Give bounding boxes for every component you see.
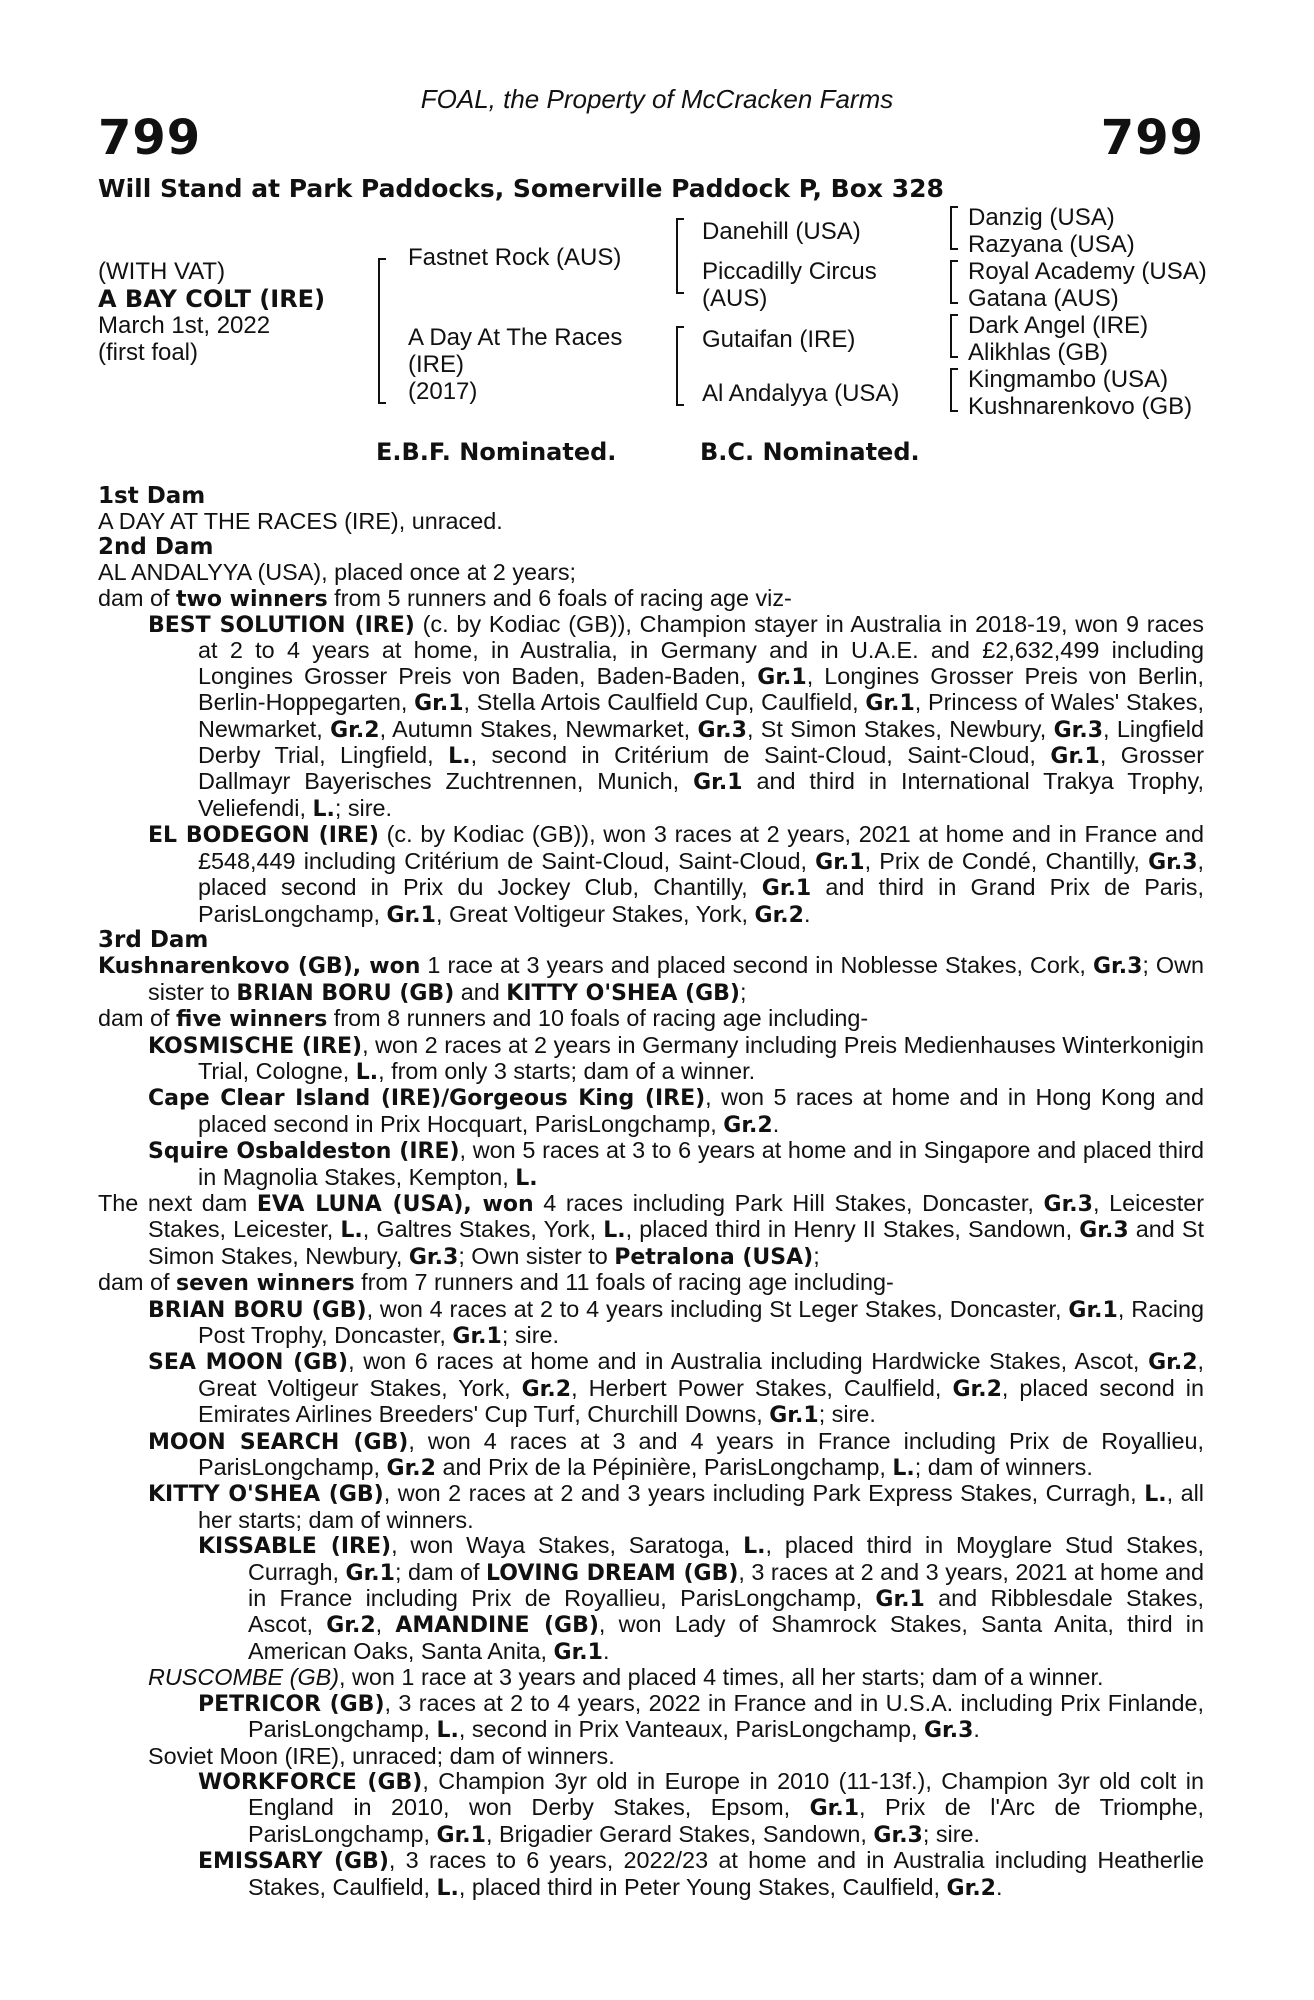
- produce-ruscombe: RUSCOMBE (GB), won 1 race at 3 years and placed 4 times, all her starts; dam of a winner.: [148, 1664, 1104, 1691]
- third-dam-heading: 3rd Dam: [98, 926, 209, 953]
- sire-brace: [676, 218, 686, 294]
- produce-squire-osbaldeston: Squire Osbaldeston (IRE), won 5 races at 3 to 6 years at home and in Singapore and placed third in Magnolia Stakes, Kempton, L.: [148, 1137, 1204, 1191]
- subject-note: (first foal): [98, 339, 199, 366]
- produce-brian-boru: BRIAN BORU (GB), won 4 races at 2 to 4 years including St Leger Stakes, Doncaster, Gr.1, Racing Post Trophy, Doncaster, Gr.1; sire.: [148, 1295, 1205, 1349]
- produce-kosmische: KOSMISCHE (IRE), won 2 races at 2 years in Germany including Preis Medienhauses Winterkonigin Trial, Cologne, L., from only 3 starts; dam of a winner.: [148, 1031, 1204, 1085]
- produce-soviet-moon: Soviet Moon (IRE), unraced; dam of winners.: [148, 1742, 615, 1769]
- second-dam-line-2: dam of two winners from 5 runners and 6 foals of racing age viz-: [98, 584, 792, 612]
- dam-sire: Gutaifan (IRE): [702, 326, 856, 353]
- gg-5: Dark Angel (IRE): [968, 312, 1149, 339]
- sire-sire: Danehill (USA): [702, 218, 861, 245]
- gg-7: Kingmambo (USA): [968, 366, 1169, 393]
- second-dam-line-1: AL ANDALYYA (USA), placed once at 2 years;: [98, 559, 577, 586]
- sire-dam-1: Piccadilly Circus: [702, 258, 877, 285]
- third-dam-produce-summary: dam of five winners from 8 runners and 10 foals of racing age including-: [98, 1005, 869, 1033]
- gg-2: Razyana (USA): [968, 231, 1135, 258]
- sire: Fastnet Rock (AUS): [408, 244, 622, 271]
- pedigree-brace: [378, 258, 388, 404]
- owner-line: FOAL, the Property of McCracken Farms: [420, 84, 894, 114]
- dam-brace: [676, 326, 686, 406]
- gg-brace-3: [950, 314, 960, 358]
- dam-line-2: (IRE): [408, 351, 464, 378]
- dam-line-3: (2017): [408, 378, 478, 405]
- produce-emissary: EMISSARY (GB), 3 races to 6 years, 2022/23 at home and in Australia including Heatherlie Stakes, Caulfield, L., placed third in Peter Young Stakes, Caulfield, Gr.2.: [198, 1847, 1204, 1901]
- produce-kissable: KISSABLE (IRE), won Waya Stakes, Saratoga, L., placed third in Moyglare Stud Stakes, Curragh, Gr.1; dam of LOVING DREAM (GB), 3 races at 2 and 3 years, 2021 at home and in France including Prix de Royallieu, ParisLongchamp, Gr.1 and Ribblesdale Stakes, Ascot, Gr.2, AMANDINE (GB), won Lady of Shamrock Stakes, Santa Anita, third in American Oaks, Santa Anita, Gr.1.: [198, 1532, 1205, 1665]
- lot-number-right: 799: [1100, 110, 1204, 166]
- gg-3: Royal Academy (USA): [968, 258, 1207, 285]
- produce-sea-moon: SEA MOON (GB), won 6 races at home and in Australia including Hardwicke Stakes, Ascot, Gr.2, Great Voltigeur Stakes, York, Gr.2, Herbert Power Stakes, Caulfield, Gr.2, placed second in Emirates Airlines Breeders' Cup Turf, Churchill Downs, Gr.1; sire.: [148, 1348, 1204, 1429]
- gg-1: Danzig (USA): [968, 204, 1115, 231]
- subject-dob: March 1st, 2022: [98, 312, 271, 339]
- second-dam-heading: 2nd Dam: [98, 533, 214, 560]
- sire-dam-2: (AUS): [702, 285, 768, 312]
- dam-line-1: A Day At The Races: [408, 324, 623, 351]
- ebf-nominated: E.B.F. Nominated.: [376, 438, 617, 466]
- next-dam-line: The next dam EVA LUNA (USA), won 4 races including Park Hill Stakes, Doncaster, Gr.3, Leicester Stakes, Leicester, L., Galtres Stakes, York, L., placed third in Henry II Stakes, Sandown, Gr.3 and St Simon Stakes, Newbury, Gr.3; Own sister to Petralona (USA);: [98, 1189, 1205, 1270]
- subject-name: A BAY COLT (IRE): [98, 285, 326, 313]
- produce-best-solution: BEST SOLUTION (IRE) (c. by Kodiac (GB)), Champion stayer in Australia in 2018-19, won 9 races at 2 to 4 years at home, in Australia, in Germany and in U.A.E. and £2,632,499 including Longines Grosser Preis von Baden, Baden-Baden, Gr.1, Longines Grosser Preis von Berlin, Berlin-Hoppegarten, Gr.1, Stella Artois Caulfield Cup, Caulfield, Gr.1, Princess of Wales' Stakes, Newmarket, Gr.2, Autumn Stakes, Newmarket, Gr.3, St Simon Stakes, Newbury, Gr.3, Lingfield Derby Trial, Lingfield, L., second in Critérium de Saint-Cloud, Saint-Cloud, Gr.1, Grosser Dallmayr Bayerisches Zuchtrennen, Munich, Gr.1 and third in International Trakya Trophy, Veliefendi, L.; sire.: [148, 611, 1204, 822]
- first-dam-text: A DAY AT THE RACES (IRE), unraced.: [98, 508, 503, 535]
- catalogue-text: [98, 484, 1204, 1901]
- bc-nominated: B.C. Nominated.: [700, 438, 920, 466]
- gg-brace-4: [950, 368, 960, 412]
- lot-number-left: 799: [98, 110, 202, 166]
- first-dam-heading: 1st Dam: [98, 483, 206, 509]
- gg-brace-1: [950, 206, 960, 250]
- third-dam-line: Kushnarenkovo (GB), won 1 race at 3 years and placed second in Noblesse Stakes, Cork, Gr.3; Own sister to BRIAN BORU (GB) and KITTY O'SHEA (GB);: [98, 952, 1205, 1006]
- produce-cape-clear-island: Cape Clear Island (IRE)/Gorgeous King (IRE), won 5 races at home and in Hong Kong and placed second in Prix Hocquart, ParisLongchamp, Gr.2.: [148, 1084, 1204, 1138]
- produce-kitty-oshea: KITTY O'SHEA (GB), won 2 races at 2 and 3 years including Park Express Stakes, Curragh, L., all her starts; dam of winners.: [148, 1480, 1204, 1533]
- produce-workforce: WORKFORCE (GB), Champion 3yr old in Europe in 2010 (11-13f.), Champion 3yr old colt in England in 2010, won Derby Stakes, Epsom, Gr.1, Prix de l'Arc de Triomphe, ParisLongchamp, Gr.1, Brigadier Gerard Stakes, Sandown, Gr.3; sire.: [198, 1767, 1204, 1848]
- gg-brace-2: [950, 260, 960, 304]
- produce-el-bodegon: EL BODEGON (IRE) (c. by Kodiac (GB)), won 3 races at 2 years, 2021 at home and in France and £548,449 including Critérium de Saint-Cloud, Saint-Cloud, Gr.1, Prix de Condé, Chantilly, Gr.3, placed second in Prix du Jockey Club, Chantilly, Gr.1 and third in Grand Prix de Paris, ParisLongchamp, Gr.1, Great Voltigeur Stakes, York, Gr.2.: [148, 821, 1205, 928]
- vat-note: (WITH VAT): [98, 258, 226, 285]
- standing-location: Will Stand at Park Paddocks, Somerville Paddock P, Box 328: [98, 174, 944, 203]
- gg-6: Alikhlas (GB): [968, 339, 1109, 366]
- gg-4: Gatana (AUS): [968, 285, 1119, 312]
- gg-8: Kushnarenkovo (GB): [968, 393, 1193, 420]
- dam-dam: Al Andalyya (USA): [702, 380, 900, 407]
- produce-petricor: PETRICOR (GB), 3 races at 2 to 4 years, 2022 in France and in U.S.A. including Prix Finlande, ParisLongchamp, L., second in Prix Vanteaux, ParisLongchamp, Gr.3.: [198, 1689, 1205, 1744]
- produce-moon-search: MOON SEARCH (GB), won 4 races at 3 and 4 years in France including Prix de Royallieu, ParisLongchamp, Gr.2 and Prix de la Pépinière, ParisLongchamp, L.; dam of winners.: [148, 1427, 1204, 1482]
- next-dam-produce-summary: dam of seven winners from 7 runners and 11 foals of racing age including-: [98, 1269, 894, 1297]
